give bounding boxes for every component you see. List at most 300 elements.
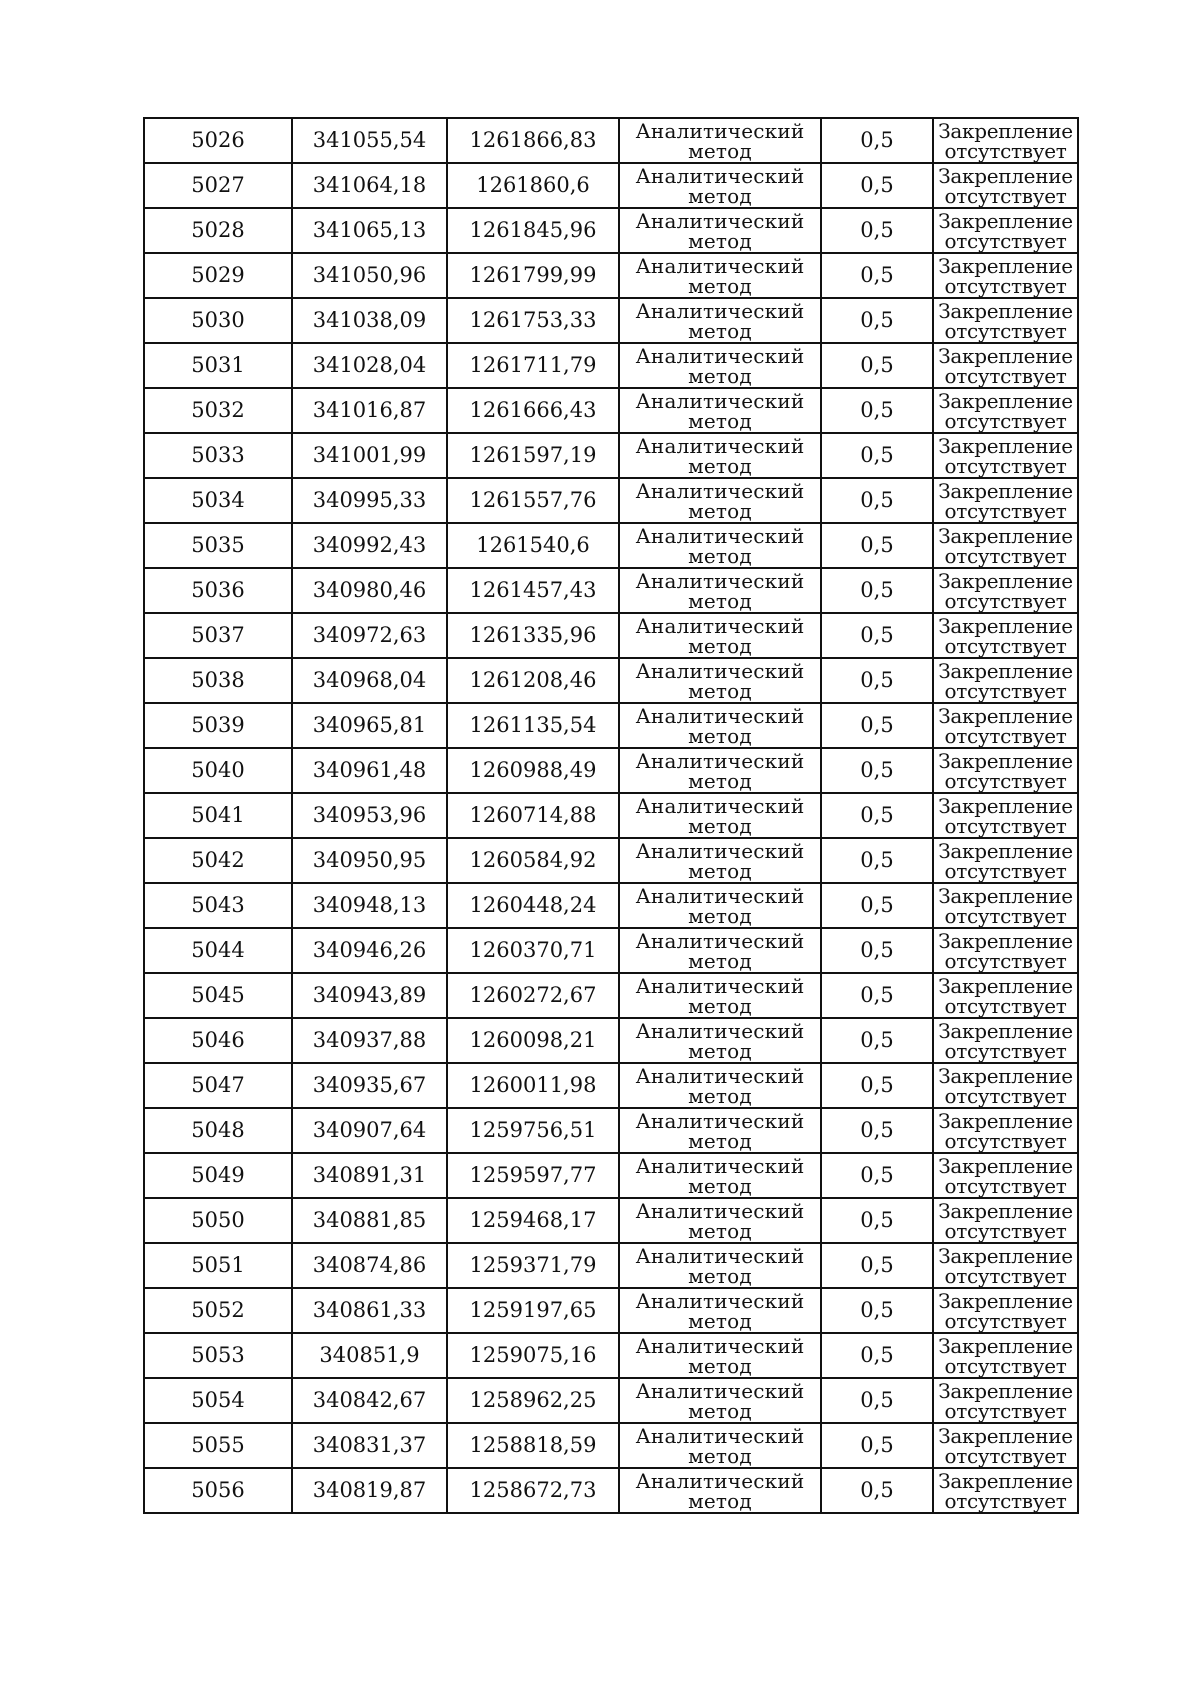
method-text (620, 658, 820, 703)
method-text (620, 1018, 820, 1063)
x-coordinate-cell (292, 1378, 447, 1423)
fixation-text (934, 568, 1077, 613)
fixation-text (934, 253, 1077, 298)
table-row (144, 1063, 1078, 1108)
table-row (144, 883, 1078, 928)
y-coordinate: 1261540,6 (476, 533, 590, 557)
fixation-line-1: Закрепление (938, 658, 1073, 683)
accuracy-cell (821, 748, 933, 793)
accuracy-cell (821, 1243, 933, 1288)
fixation-line-1: Закрепление (938, 838, 1073, 863)
accuracy-cell (821, 1288, 933, 1333)
point-number: 5042 (191, 848, 245, 872)
y-coordinate-cell (447, 613, 619, 658)
fixation-line-1: Закрепление (938, 433, 1073, 458)
point-number: 5030 (191, 308, 245, 332)
y-coordinate: 1260714,88 (469, 803, 597, 827)
table-row (144, 793, 1078, 838)
x-coordinate-cell (292, 838, 447, 883)
method-line-1: Аналитический (635, 1018, 805, 1043)
accuracy-cell (821, 433, 933, 478)
fixation-line-1: Закрепление (938, 1378, 1073, 1403)
y-coordinate: 1261135,54 (469, 713, 597, 737)
x-coordinate: 341001,99 (312, 443, 427, 467)
fixation-text (934, 658, 1077, 703)
fixation-line-2: отсутствует (944, 588, 1067, 613)
fixation-line-1: Закрепление (938, 793, 1073, 818)
y-coordinate-cell (447, 1243, 619, 1288)
x-coordinate-cell (292, 433, 447, 478)
fixation-text (934, 613, 1077, 658)
fixation-line-2: отсутствует (944, 498, 1067, 523)
table-body (144, 118, 1078, 1513)
y-coordinate-cell (447, 1423, 619, 1468)
x-coordinate: 340881,85 (312, 1208, 427, 1232)
table-row (144, 928, 1078, 973)
point-number-cell (144, 1288, 292, 1333)
table-row (144, 1288, 1078, 1333)
y-coordinate: 1261557,76 (469, 488, 597, 512)
fixation-line-1: Закрепление (938, 703, 1073, 728)
fixation-cell (933, 208, 1078, 253)
point-number-cell (144, 1423, 292, 1468)
y-coordinate: 1259075,16 (469, 1343, 597, 1367)
x-coordinate: 341064,18 (312, 173, 427, 197)
point-number-cell (144, 433, 292, 478)
method-line-1: Аналитический (635, 838, 805, 863)
y-coordinate-cell (447, 838, 619, 883)
method-text (620, 1468, 820, 1513)
method-text (620, 613, 820, 658)
y-coordinate: 1259756,51 (469, 1118, 597, 1142)
accuracy-value: 0,5 (860, 1298, 894, 1322)
method-cell (619, 838, 821, 883)
fixation-line-1: Закрепление (938, 568, 1073, 593)
table-row (144, 208, 1078, 253)
x-coordinate: 341065,13 (312, 218, 427, 242)
method-line-2: метод (688, 903, 752, 928)
method-text (620, 208, 820, 253)
method-line-2: метод (688, 948, 752, 973)
accuracy-value: 0,5 (860, 263, 894, 287)
accuracy-cell (821, 208, 933, 253)
fixation-text (934, 883, 1077, 928)
y-coordinate: 1260584,92 (469, 848, 597, 872)
fixation-cell (933, 1018, 1078, 1063)
y-coordinate: 1260370,71 (469, 938, 597, 962)
x-coordinate: 340851,9 (319, 1343, 420, 1367)
fixation-text (934, 1333, 1077, 1378)
method-line-1: Аналитический (635, 658, 805, 683)
point-number: 5055 (191, 1433, 245, 1457)
x-coordinate-cell (292, 973, 447, 1018)
y-coordinate-cell (447, 1153, 619, 1198)
fixation-cell (933, 928, 1078, 973)
accuracy-value: 0,5 (860, 1253, 894, 1277)
table-row (144, 1468, 1078, 1513)
point-number-cell (144, 388, 292, 433)
fixation-line-2: отсутствует (944, 948, 1067, 973)
fixation-text (934, 1108, 1077, 1153)
method-line-2: метод (688, 1038, 752, 1063)
y-coordinate-cell (447, 253, 619, 298)
method-line-2: метод (688, 138, 752, 163)
method-text (620, 928, 820, 973)
fixation-line-2: отсутствует (944, 1353, 1067, 1378)
point-number: 5027 (191, 173, 245, 197)
fixation-line-1: Закрепление (938, 928, 1073, 953)
fixation-line-2: отсутствует (944, 453, 1067, 478)
accuracy-cell (821, 703, 933, 748)
x-coordinate: 340935,67 (312, 1073, 427, 1097)
method-line-1: Аналитический (635, 118, 805, 143)
point-number: 5056 (191, 1478, 245, 1502)
fixation-text (934, 793, 1077, 838)
method-line-2: метод (688, 543, 752, 568)
y-coordinate: 1261866,83 (469, 128, 597, 152)
x-coordinate: 340980,46 (312, 578, 427, 602)
point-number: 5047 (191, 1073, 245, 1097)
fixation-line-1: Закрепление (938, 1423, 1073, 1448)
x-coordinate: 340819,87 (312, 1478, 427, 1502)
fixation-line-2: отсутствует (944, 1128, 1067, 1153)
fixation-cell (933, 1108, 1078, 1153)
y-coordinate-cell (447, 163, 619, 208)
fixation-cell (933, 703, 1078, 748)
method-cell (619, 433, 821, 478)
accuracy-value: 0,5 (860, 1118, 894, 1142)
table-row (144, 1018, 1078, 1063)
fixation-cell (933, 973, 1078, 1018)
method-line-2: метод (688, 1488, 752, 1513)
method-text (620, 298, 820, 343)
accuracy-cell (821, 1333, 933, 1378)
method-line-1: Аналитический (635, 1063, 805, 1088)
x-coordinate: 340972,63 (312, 623, 427, 647)
accuracy-cell (821, 1018, 933, 1063)
method-line-2: метод (688, 678, 752, 703)
fixation-text (934, 1153, 1077, 1198)
method-line-1: Аналитический (635, 748, 805, 773)
y-coordinate: 1258818,59 (469, 1433, 597, 1457)
point-number-cell (144, 478, 292, 523)
fixation-line-1: Закрепление (938, 388, 1073, 413)
x-coordinate-cell (292, 1288, 447, 1333)
x-coordinate-cell (292, 118, 447, 163)
fixation-line-2: отсутствует (944, 813, 1067, 838)
accuracy-value: 0,5 (860, 308, 894, 332)
x-coordinate-cell (292, 748, 447, 793)
y-coordinate-cell (447, 1333, 619, 1378)
point-number: 5043 (191, 893, 245, 917)
y-coordinate: 1261666,43 (469, 398, 597, 422)
method-cell (619, 1288, 821, 1333)
y-coordinate: 1260448,24 (469, 893, 597, 917)
fixation-text (934, 1063, 1077, 1108)
point-number-cell (144, 298, 292, 343)
method-line-2: метод (688, 363, 752, 388)
accuracy-value: 0,5 (860, 218, 894, 242)
method-line-1: Аналитический (635, 1468, 805, 1493)
point-number: 5052 (191, 1298, 245, 1322)
accuracy-cell (821, 1423, 933, 1468)
y-coordinate: 1261208,46 (469, 668, 597, 692)
point-number-cell (144, 703, 292, 748)
y-coordinate-cell (447, 883, 619, 928)
y-coordinate-cell (447, 703, 619, 748)
method-line-1: Аналитический (635, 703, 805, 728)
point-number: 5037 (191, 623, 245, 647)
x-coordinate-cell (292, 208, 447, 253)
accuracy-value: 0,5 (860, 173, 894, 197)
accuracy-cell (821, 613, 933, 658)
fixation-cell (933, 298, 1078, 343)
point-number: 5045 (191, 983, 245, 1007)
y-coordinate: 1260098,21 (469, 1028, 597, 1052)
fixation-cell (933, 658, 1078, 703)
method-text (620, 388, 820, 433)
y-coordinate: 1261845,96 (469, 218, 597, 242)
y-coordinate-cell (447, 298, 619, 343)
x-coordinate-cell (292, 1423, 447, 1468)
method-text (620, 748, 820, 793)
accuracy-value: 0,5 (860, 128, 894, 152)
accuracy-value: 0,5 (860, 758, 894, 782)
table-row (144, 253, 1078, 298)
fixation-line-1: Закрепление (938, 343, 1073, 368)
x-coordinate-cell (292, 703, 447, 748)
method-cell (619, 1468, 821, 1513)
method-line-2: метод (688, 1128, 752, 1153)
x-coordinate: 340946,26 (312, 938, 427, 962)
x-coordinate: 340943,89 (312, 983, 427, 1007)
method-cell (619, 883, 821, 928)
x-coordinate-cell (292, 1243, 447, 1288)
fixation-cell (933, 523, 1078, 568)
y-coordinate: 1260988,49 (469, 758, 597, 782)
y-coordinate-cell (447, 1018, 619, 1063)
table-row (144, 433, 1078, 478)
x-coordinate-cell (292, 1468, 447, 1513)
fixation-line-2: отсутствует (944, 1173, 1067, 1198)
x-coordinate: 340907,64 (312, 1118, 427, 1142)
point-number: 5034 (191, 488, 245, 512)
fixation-cell (933, 748, 1078, 793)
fixation-text (934, 1378, 1077, 1423)
fixation-cell (933, 253, 1078, 298)
table-row (144, 298, 1078, 343)
fixation-cell (933, 478, 1078, 523)
method-text (620, 1288, 820, 1333)
accuracy-cell (821, 568, 933, 613)
x-coordinate: 340953,96 (312, 803, 427, 827)
accuracy-cell (821, 1063, 933, 1108)
x-coordinate-cell (292, 1153, 447, 1198)
fixation-line-2: отсутствует (944, 228, 1067, 253)
point-number-cell (144, 928, 292, 973)
table-row (144, 1108, 1078, 1153)
method-text (620, 973, 820, 1018)
method-cell (619, 1198, 821, 1243)
method-cell (619, 658, 821, 703)
fixation-line-1: Закрепление (938, 1333, 1073, 1358)
x-coordinate-cell (292, 523, 447, 568)
method-text (620, 343, 820, 388)
fixation-line-2: отсутствует (944, 1263, 1067, 1288)
method-text (620, 433, 820, 478)
point-number-cell (144, 1153, 292, 1198)
accuracy-cell (821, 388, 933, 433)
fixation-cell (933, 613, 1078, 658)
fixation-line-2: отсутствует (944, 993, 1067, 1018)
fixation-cell (933, 1198, 1078, 1243)
fixation-line-2: отсутствует (944, 1218, 1067, 1243)
method-line-1: Аналитический (635, 163, 805, 188)
x-coordinate-cell (292, 478, 447, 523)
x-coordinate: 341016,87 (312, 398, 427, 422)
method-line-1: Аналитический (635, 1108, 805, 1133)
fixation-line-2: отсутствует (944, 1488, 1067, 1513)
method-cell (619, 613, 821, 658)
method-line-1: Аналитический (635, 1243, 805, 1268)
table-row (144, 1198, 1078, 1243)
accuracy-value: 0,5 (860, 353, 894, 377)
fixation-line-1: Закрепление (938, 298, 1073, 323)
fixation-line-2: отсутствует (944, 318, 1067, 343)
point-number-cell (144, 253, 292, 298)
method-line-2: метод (688, 858, 752, 883)
point-number: 5054 (191, 1388, 245, 1412)
y-coordinate-cell (447, 1198, 619, 1243)
point-number: 5046 (191, 1028, 245, 1052)
fixation-line-2: отсутствует (944, 678, 1067, 703)
point-number: 5038 (191, 668, 245, 692)
y-coordinate: 1259197,65 (469, 1298, 597, 1322)
fixation-line-2: отсутствует (944, 1398, 1067, 1423)
method-cell (619, 568, 821, 613)
fixation-line-1: Закрепление (938, 1288, 1073, 1313)
accuracy-value: 0,5 (860, 398, 894, 422)
point-number-cell (144, 1378, 292, 1423)
point-number: 5032 (191, 398, 245, 422)
point-number: 5049 (191, 1163, 245, 1187)
method-line-1: Аналитический (635, 793, 805, 818)
accuracy-value: 0,5 (860, 983, 894, 1007)
method-text (620, 1108, 820, 1153)
x-coordinate-cell (292, 1333, 447, 1378)
method-line-2: метод (688, 813, 752, 838)
method-line-1: Аналитический (635, 208, 805, 233)
method-cell (619, 478, 821, 523)
accuracy-cell (821, 1153, 933, 1198)
x-coordinate: 340937,88 (312, 1028, 427, 1052)
y-coordinate: 1261597,19 (469, 443, 597, 467)
x-coordinate: 340842,67 (312, 1388, 427, 1412)
method-line-2: метод (688, 723, 752, 748)
point-number-cell (144, 1063, 292, 1108)
method-line-1: Аналитический (635, 1288, 805, 1313)
table-row (144, 478, 1078, 523)
accuracy-value: 0,5 (860, 533, 894, 557)
y-coordinate: 1258672,73 (469, 1478, 597, 1502)
method-line-1: Аналитический (635, 1423, 805, 1448)
x-coordinate-cell (292, 343, 447, 388)
x-coordinate-cell (292, 568, 447, 613)
fixation-text (934, 1018, 1077, 1063)
fixation-line-1: Закрепление (938, 883, 1073, 908)
accuracy-cell (821, 1108, 933, 1153)
x-coordinate: 340995,33 (312, 488, 427, 512)
accuracy-value: 0,5 (860, 938, 894, 962)
y-coordinate: 1261335,96 (469, 623, 597, 647)
method-text (620, 478, 820, 523)
y-coordinate: 1260272,67 (469, 983, 597, 1007)
fixation-text (934, 1468, 1077, 1513)
fixation-text (934, 1243, 1077, 1288)
accuracy-cell (821, 298, 933, 343)
fixation-line-1: Закрепление (938, 1063, 1073, 1088)
fixation-text (934, 523, 1077, 568)
method-cell (619, 208, 821, 253)
fixation-line-1: Закрепление (938, 253, 1073, 278)
table-row (144, 163, 1078, 208)
method-line-2: метод (688, 1218, 752, 1243)
point-number: 5051 (191, 1253, 245, 1277)
table-row (144, 838, 1078, 883)
accuracy-value: 0,5 (860, 803, 894, 827)
point-number-cell (144, 613, 292, 658)
table-row (144, 748, 1078, 793)
x-coordinate: 341028,04 (312, 353, 427, 377)
method-text (620, 883, 820, 928)
y-coordinate-cell (447, 388, 619, 433)
fixation-text (934, 298, 1077, 343)
point-number-cell (144, 163, 292, 208)
point-number: 5044 (191, 938, 245, 962)
fixation-text (934, 388, 1077, 433)
x-coordinate: 340968,04 (312, 668, 427, 692)
accuracy-cell (821, 838, 933, 883)
x-coordinate-cell (292, 1018, 447, 1063)
point-number-cell (144, 973, 292, 1018)
point-number: 5028 (191, 218, 245, 242)
method-line-2: метод (688, 1173, 752, 1198)
method-line-1: Аналитический (635, 883, 805, 908)
method-text (620, 1153, 820, 1198)
x-coordinate-cell (292, 1198, 447, 1243)
method-line-2: метод (688, 228, 752, 253)
fixation-line-2: отсутствует (944, 1308, 1067, 1333)
fixation-text (934, 838, 1077, 883)
method-cell (619, 1423, 821, 1468)
point-number: 5041 (191, 803, 245, 827)
method-text (620, 163, 820, 208)
point-number-cell (144, 208, 292, 253)
fixation-text (934, 928, 1077, 973)
method-text (620, 1243, 820, 1288)
x-coordinate: 340861,33 (312, 1298, 427, 1322)
method-text (620, 838, 820, 883)
y-coordinate: 1261799,99 (469, 263, 597, 287)
y-coordinate-cell (447, 568, 619, 613)
accuracy-value: 0,5 (860, 1478, 894, 1502)
fixation-cell (933, 1063, 1078, 1108)
x-coordinate: 341038,09 (312, 308, 427, 332)
point-number-cell (144, 658, 292, 703)
fixation-cell (933, 1378, 1078, 1423)
y-coordinate: 1261457,43 (469, 578, 597, 602)
fixation-line-2: отсутствует (944, 183, 1067, 208)
